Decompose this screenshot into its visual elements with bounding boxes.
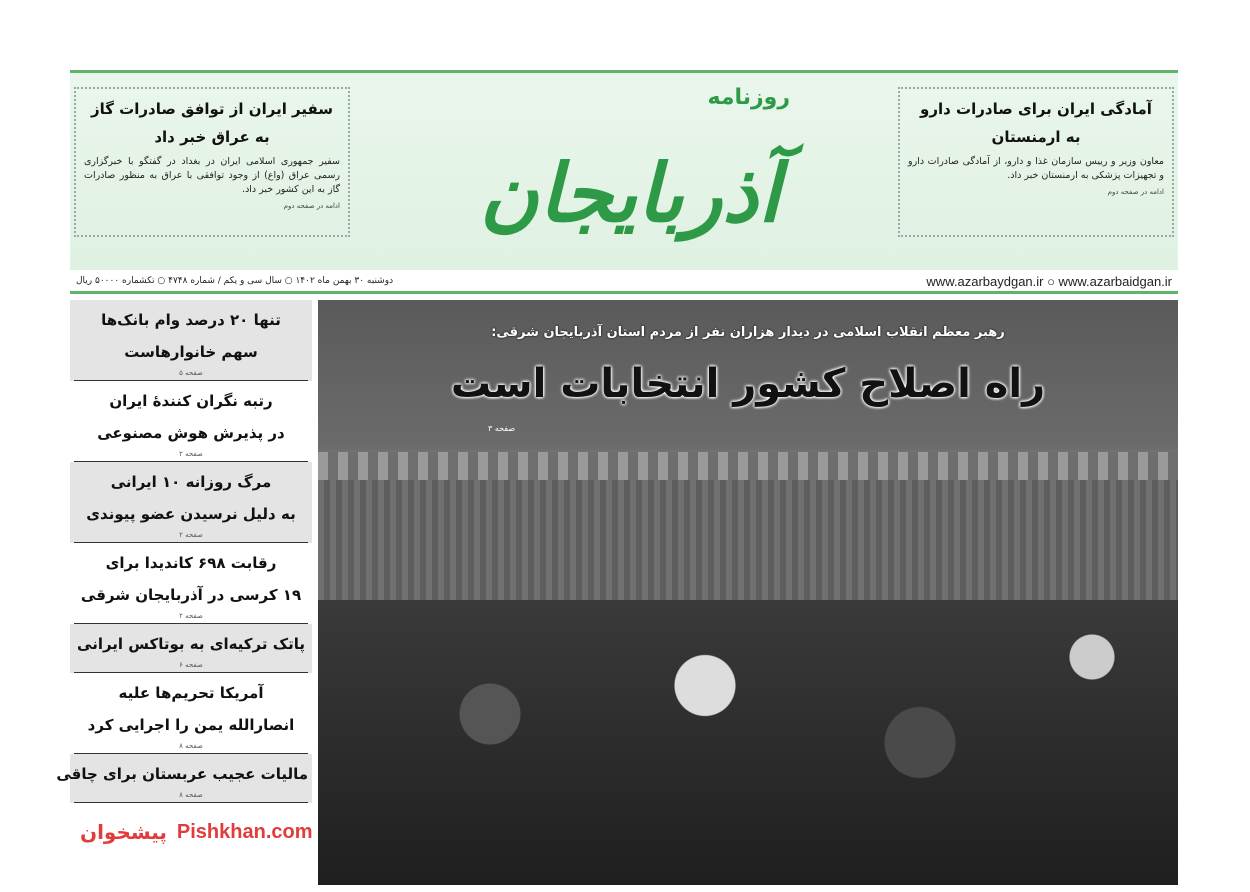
lead-supertitle: رهبر معظم انقلاب اسلامی در دیدار هزاران نفر از مردم استان آذربایجان شرقی: [491, 325, 1005, 340]
photo-crowd [318, 600, 1178, 885]
continued-note: ادامه در صفحه دوم [283, 202, 340, 210]
lead-story-photo[interactable] [318, 300, 1178, 885]
side-headline-item[interactable] [70, 673, 312, 754]
teaser-body: سفیر جمهوری اسلامی ایران در بغداد در گفتگو با خبرگزاری رسمی عراق (واع) از وجود توافقی با عراق به منظور صادرات گاز به این کشور خبر داد. [84, 156, 340, 195]
side-headline-text: مالیات عجیب عربستان برای چاقی [56, 765, 308, 783]
page-reference: صفحه ۶ [74, 660, 308, 673]
teaser-title: سفیر ایران از توافق صادرات گاز [90, 100, 334, 118]
website-urls[interactable]: www.azarbaydgan.ir ○ www.azarbaidgan.ir [926, 273, 1172, 289]
watermark-en: Pishkhan.com [176, 821, 313, 843]
watermark-fa: پیشخوان [80, 820, 167, 844]
teaser-title: به عراق خبر داد [154, 128, 270, 146]
side-headline-text: به دلیل نرسیدن عضو پیوندی [86, 505, 296, 523]
side-headline-text: ۱۹ کرسی در آذربایجان شرقی [80, 586, 302, 604]
side-headline-item[interactable] [70, 300, 312, 381]
logo-subtitle: روزنامه [707, 85, 790, 110]
side-headline-text: سهم خانوارهاست [124, 343, 258, 361]
side-headline-item[interactable] [70, 462, 312, 543]
teaser-body: معاون وزیر و رییس سازمان غذا و دارو، از آمادگی صادرات دارو و تجهیزات پزشکی به ارمنستان خبر داد. [908, 156, 1164, 181]
page-reference: صفحه ۸ [74, 741, 308, 754]
page-reference: صفحه ۲ [74, 530, 308, 543]
newspaper-logo [400, 73, 860, 270]
pishkhan-watermark [80, 820, 313, 844]
continued-note: ادامه در صفحه دوم [1107, 188, 1164, 196]
masthead [70, 70, 1178, 270]
logo-title: آذربایجان [479, 146, 781, 240]
page-reference: صفحه ۵ [74, 368, 308, 381]
side-headline-text: رتبه نگران کنندهٔ ایران [109, 392, 273, 410]
teaser-title: آمادگی ایران برای صادرات دارو [920, 100, 1152, 118]
side-headline-text: آمریکا تحریم‌ها علیه [118, 684, 264, 702]
divider [70, 291, 1178, 294]
left-teaser-box[interactable] [74, 87, 350, 237]
side-headline-item[interactable] [70, 381, 312, 462]
side-headline-text: پاتک ترکیه‌ای به بوتاکس ایرانی [77, 635, 305, 653]
side-headline-text: انصارالله یمن را اجرایی کرد [87, 716, 295, 734]
side-headline-text: رقابت ۶۹۸ کاندیدا برای [105, 554, 277, 572]
page-reference: صفحه ۸ [74, 790, 308, 803]
side-headline-item[interactable] [70, 543, 312, 624]
date-issue: دوشنبه ۳۰ بهمن ماه ۱۴۰۲ ○ سال سی و یکم / شماره ۴۷۴۸ ○ تکشماره ۵۰۰۰۰ ریال [76, 276, 394, 286]
page-reference: صفحه ۲ [74, 449, 308, 462]
side-headline-text: تنها ۲۰ درصد وام بانک‌ها [101, 311, 281, 329]
side-headline-item[interactable] [56, 754, 312, 803]
side-headline-item[interactable] [70, 624, 312, 673]
lead-page-ref: صفحه ۳ [488, 424, 516, 433]
photo-frieze [318, 452, 1178, 480]
info-bar [70, 272, 1178, 290]
side-headline-text: در پذیرش هوش مصنوعی [97, 424, 285, 442]
page-reference: صفحه ۲ [74, 611, 308, 624]
right-teaser-box[interactable] [898, 87, 1174, 237]
side-headlines [56, 300, 312, 885]
lead-headline[interactable]: راه اصلاح کشور انتخابات است [450, 361, 1046, 407]
teaser-title: به ارمنستان [991, 128, 1081, 146]
side-headline-text: مرگ روزانه ۱۰ ایرانی [110, 473, 272, 491]
